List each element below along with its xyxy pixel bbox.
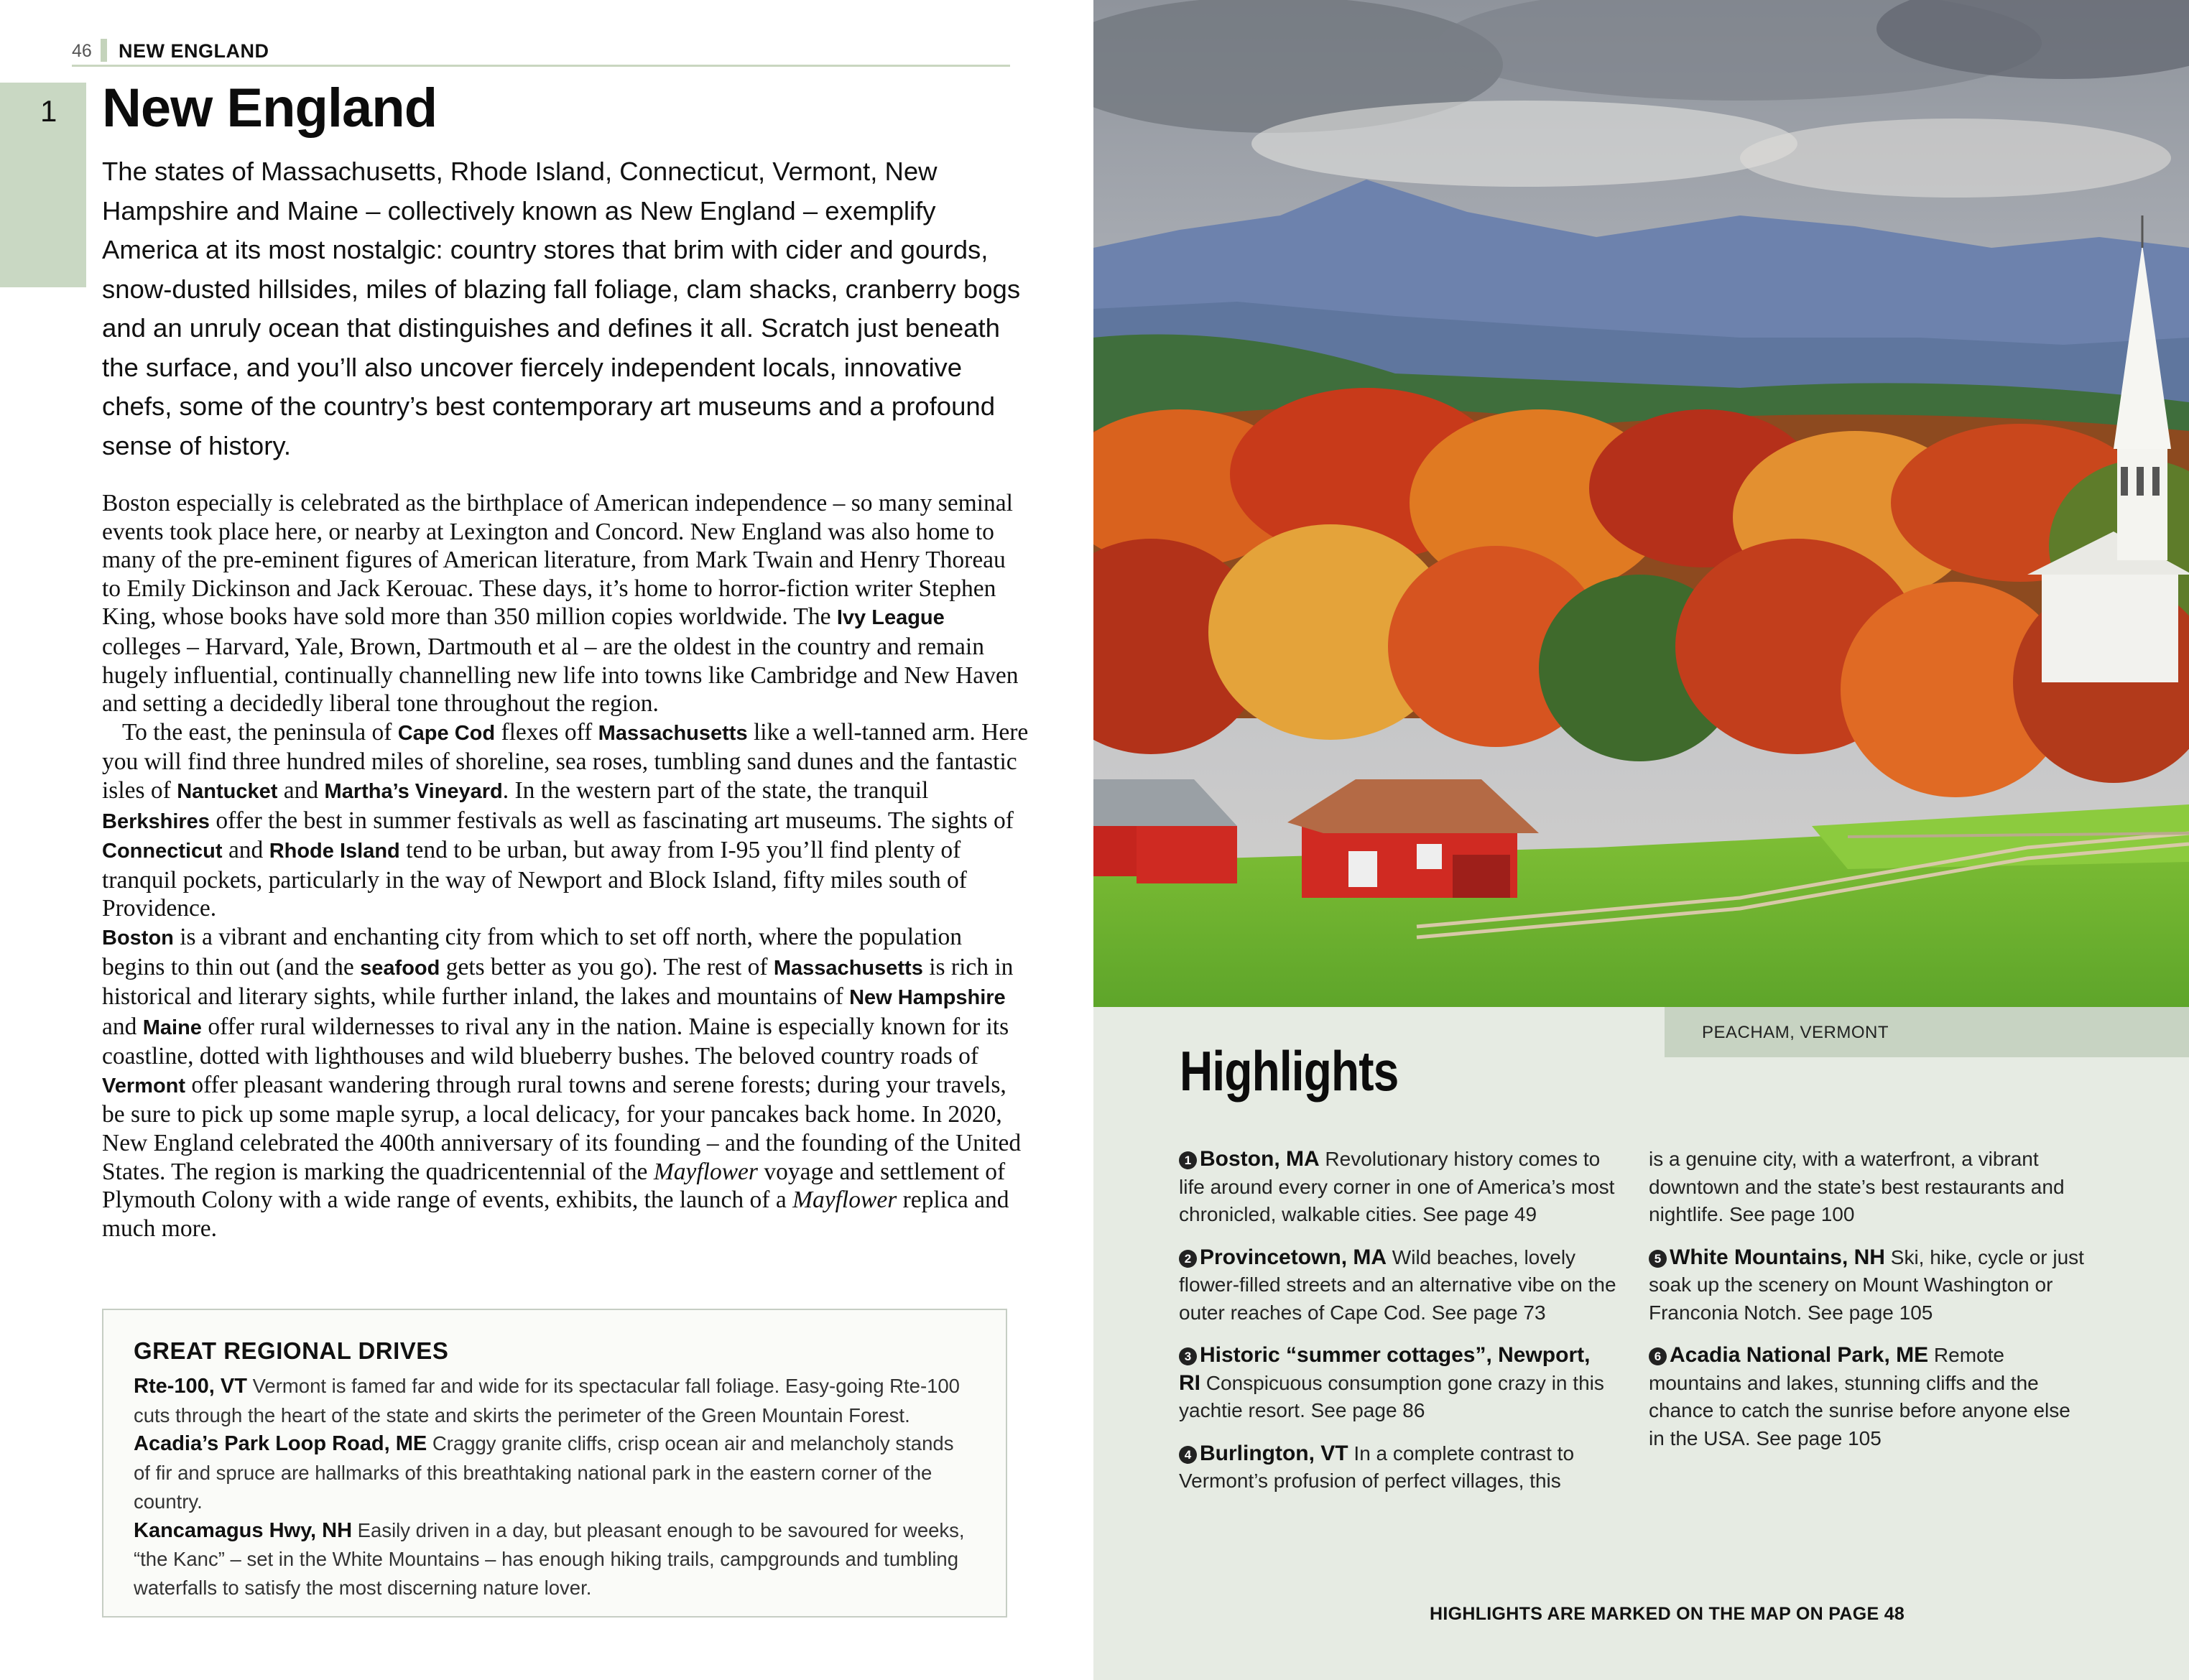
keyword: Berkshires (102, 809, 210, 833)
keyword: Connecticut (102, 840, 223, 863)
highlight-name: Boston, MA (1200, 1147, 1320, 1171)
text-run: offer the best in summer festivals as well as fascinating art museums. The sights of (209, 807, 1014, 834)
highlight-item (1649, 1342, 2087, 1452)
drive-item (134, 1372, 976, 1429)
keyword: Martha’s Vineyard (324, 779, 503, 803)
keyword: New Hampshire (849, 986, 1006, 1010)
autumn-village-illustration (1093, 0, 2189, 1007)
body-paragraph-3 (102, 923, 1029, 1243)
italic-title: Mayflower (653, 1158, 758, 1185)
text-run: and (277, 776, 325, 804)
number-marker: 1 (1179, 1151, 1197, 1169)
text-run: tend to be urban, but away from I-95 you’ll find plenty of tranquil pockets, particularly in the way of Newport and Block Island, fifty miles south of Providence. (102, 837, 967, 922)
keyword: Maine (142, 1016, 202, 1039)
landscape-photo (1093, 0, 2189, 1007)
highlight-name: Historic “summer cottages”, Newport, RI (1179, 1343, 1591, 1395)
keyword: Boston (102, 926, 174, 950)
highlight-description: is a genuine city, with a waterfront, a vibrant downtown and the state’s best restaurants and nightlife. See page 100 (1649, 1148, 2065, 1225)
drive-item (134, 1516, 976, 1602)
keyword: Massachusetts (598, 721, 748, 745)
text-run: voyage and settlement of Plymouth Colony with a wide range of events, exhibits, the launch of a (102, 1158, 1006, 1214)
drive-description: Vermont is famed far and wide for its spectacular fall foliage. Easy-going Rte-100 cuts through the heart of the state and skirts the perimeter of the Green Mountain Forest. (134, 1375, 960, 1426)
body-paragraph-1 (102, 489, 1029, 718)
highlights-column-1 (1179, 1146, 1617, 1510)
text-run: colleges – Harvard, Yale, Brown, Dartmouth et al – are the oldest in the country and remain hugely influential, continually channelling new life into towns like Cambridge and New Haven and setting a decidedly liberal tone throughout the region. (102, 633, 1019, 718)
drive-item (134, 1429, 976, 1516)
caption-text: PEACHAM, VERMONT (1702, 1023, 1889, 1042)
regional-drives-box (102, 1309, 1007, 1618)
highlight-name: Burlington, VT (1200, 1441, 1348, 1465)
text-run: is a vibrant and enchanting city from which to set off north, where the population begins to thin out (and the (102, 923, 963, 980)
highlight-item (1179, 1146, 1617, 1229)
highlight-name: Acadia National Park, ME (1670, 1343, 1929, 1367)
highlight-item (1179, 1244, 1617, 1327)
highlight-item-continued (1649, 1146, 2087, 1229)
highlights-map-note: HIGHLIGHTS ARE MARKED ON THE MAP ON PAGE 48 (1430, 1604, 1905, 1624)
highlight-description: Ski, hike, cycle or just soak up the scenery on Mount Washington or Franconia Notch. See page 105 (1649, 1245, 2084, 1324)
text-run: gets better as you go). The rest of (440, 953, 774, 980)
text-run: . In the western part of the state, the tranquil (502, 776, 929, 804)
highlight-name: White Mountains, NH (1670, 1245, 1885, 1269)
highlight-description: Remote mountains and lakes, stunning cliffs and the chance to catch the sunrise before anyone else in the USA. See page 105 (1649, 1344, 2070, 1449)
intro-paragraph: The states of Massachusetts, Rhode Island, Connecticut, Vermont, New Hampshire and Maine – collectively known as New England – exemplify America at its most nostalgic: country stores that brim with cider and gourds, snow-dusted hillsides, miles of blazing fall foliage, clam shacks, cranberry bogs and an unruly ocean that distinguishes and defines it all. Scratch just beneath the surface, and you’ll also uncover fiercely independent locals, innovative chefs, some of the country’s best contemporary art museums and a profound sense of history. (102, 157, 1021, 460)
text-run: To the east, the peninsula of (122, 718, 398, 746)
chapter-number: 1 (40, 94, 57, 128)
highlights-column-2 (1649, 1146, 2087, 1467)
text-run: and (102, 1013, 143, 1040)
drive-name: Acadia’s Park Loop Road, ME (134, 1432, 427, 1456)
keyword: Nantucket (177, 779, 278, 803)
text-run: offer pleasant wandering through rural towns and serene forests; during your travels, be sure to pick up some maple syrup, a local delicacy, for your pancakes back home. In 2020, New England celebrated the 400th anniversary of its founding – and the founding of the United States. The region is marking the quadricentennial of the (102, 1071, 1022, 1185)
highlights-title: Highlights (1180, 1039, 1399, 1103)
highlight-description: Wild beaches, lovely flower-filled streets and an alternative vibe on the outer reaches of Cape Cod. See page 73 (1179, 1245, 1616, 1324)
highlight-description: Revolutionary history comes to life around every corner in one of America’s most chronicled, walkable cities. See page 49 (1179, 1148, 1615, 1225)
keyword: Ivy League (836, 606, 945, 630)
text-run: offer rural wildernesses to rival any in the nation. Maine is especially known for its coastline, dotted with lighthouses and wild blueberry bushes. The beloved country roads of (102, 1013, 1009, 1070)
keyword: Vermont (102, 1074, 186, 1097)
text-run: flexes off (495, 718, 598, 746)
highlight-item (1179, 1342, 1617, 1425)
page-number: 46 (72, 41, 92, 61)
running-head (72, 37, 1010, 67)
drive-name: Rte-100, VT (134, 1375, 247, 1398)
body-text (102, 489, 1029, 1243)
number-marker: 4 (1179, 1446, 1197, 1464)
italic-title: Mayflower (792, 1187, 897, 1214)
left-page (0, 0, 1093, 1680)
chapter-tab (0, 83, 86, 287)
photo-caption (1665, 1007, 2189, 1057)
text-run: Boston especially is celebrated as the birthplace of American independence – so many seminal events took place here, or nearby at Lexington and Concord. New England was also home to many of the pre-eminent figures of American literature, from Mark Twain and Henry Thoreau to Emily Dickinson and Jack Kerouac. These days, it’s home to horror-fiction writer Stephen King, whose books have sold more than 350 million copies worldwide. The (102, 490, 1013, 631)
highlight-item (1649, 1244, 2087, 1327)
highlight-item (1179, 1440, 1617, 1495)
keyword: Cape Cod (397, 721, 496, 745)
text-run: is rich in historical and literary sights, while further inland, the lakes and mountains of (102, 953, 1014, 1011)
number-marker: 2 (1179, 1250, 1197, 1268)
section-name: NEW ENGLAND (119, 40, 269, 62)
highlight-description: In a complete contrast to Vermont’s profusion of perfect villages, this (1179, 1442, 1575, 1492)
text-run: replica and much more. (102, 1187, 1009, 1242)
right-page (1093, 0, 2189, 1680)
keyword: Rhode Island (269, 840, 400, 863)
drive-description: Easily driven in a day, but pleasant enough to be savoured for weeks, “the Kanc” – set in the White Mountains – has enough hiking trails, campgrounds and tumbling waterfalls to satisfy the most discerning nature lover. (134, 1518, 965, 1599)
page-title: New England (102, 78, 438, 139)
text-run: like a well-tanned arm. Here you will find three hundred miles of shoreline, sea roses, tumbling sand dunes and the fantastic isles of (102, 718, 1029, 804)
number-marker: 6 (1649, 1347, 1667, 1365)
running-head-bar (101, 39, 107, 62)
drive-name: Kancamagus Hwy, NH (134, 1518, 353, 1542)
number-marker: 5 (1649, 1250, 1667, 1268)
drive-description: Craggy granite cliffs, crisp ocean air and melancholy stands of fir and spruce are hallmarks of this breathtaking national park in the eastern corner of the country. (134, 1432, 954, 1513)
body-paragraph-2 (102, 718, 1029, 923)
keyword: Massachusetts (773, 956, 923, 980)
highlight-description: Conspicuous consumption gone crazy in this yachtie resort. See page 86 (1179, 1371, 1604, 1421)
number-marker: 3 (1179, 1347, 1197, 1365)
text-run: and (222, 837, 269, 864)
keyword: seafood (360, 956, 440, 980)
highlight-name: Provincetown, MA (1200, 1245, 1387, 1269)
drives-heading: GREAT REGIONAL DRIVES (134, 1337, 449, 1364)
